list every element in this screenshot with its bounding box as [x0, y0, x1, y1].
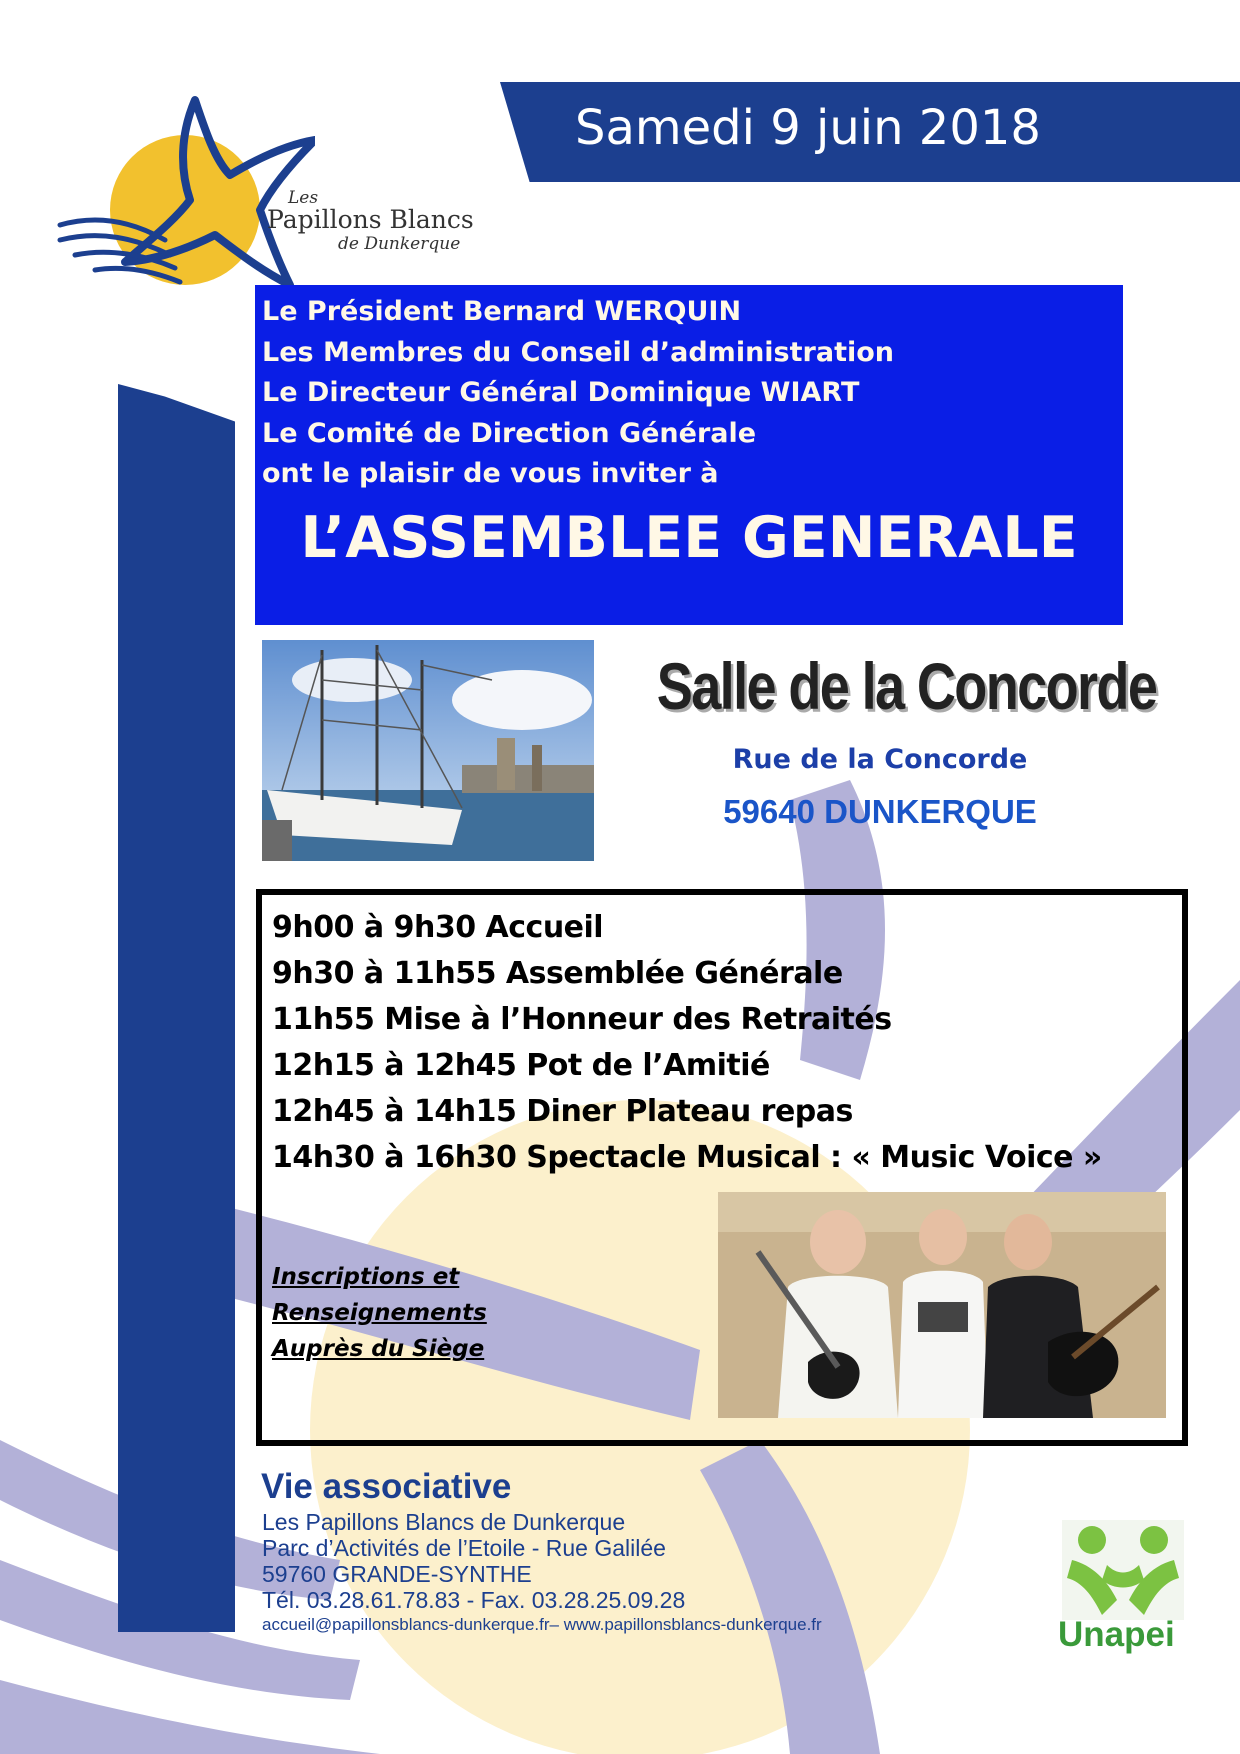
program-item: 12h15 à 12h45 Pot de l’Amitié: [272, 1048, 770, 1083]
program-item: 12h45 à 14h15 Diner Plateau repas: [272, 1094, 853, 1129]
registration-info-line: Inscriptions et: [272, 1264, 460, 1290]
invitation-line: Les Membres du Conseil d’administration: [262, 337, 894, 368]
tall-ship-photo: [262, 640, 594, 861]
left-accent-bar: [118, 384, 235, 1632]
invitation-line: ont le plaisir de vous inviter à: [262, 458, 719, 489]
footer-contact-links[interactable]: accueil@papillonsblancs-dunkerque.fr– www.papillonsblancs-dunkerque.fr: [262, 1615, 822, 1634]
footer-phone-fax: Tél. 03.28.61.78.83 - Fax. 03.28.25.09.28: [262, 1587, 686, 1613]
footer-address-line: 59760 GRANDE-SYNTHE: [262, 1561, 532, 1587]
registration-info-line: Auprès du Siège: [272, 1336, 485, 1362]
invitation-box: [255, 285, 1123, 625]
registration-info-line: Renseignements: [272, 1300, 487, 1326]
program-item: 9h30 à 11h55 Assemblée Générale: [272, 956, 843, 991]
venue-street: Rue de la Concorde: [732, 744, 1028, 775]
event-date: Samedi 9 juin 2018: [575, 100, 1041, 156]
program-item: 14h30 à 16h30 Spectacle Musical : « Music Voice »: [272, 1140, 1102, 1175]
invitation-line: Le Directeur Général Dominique WIART: [262, 377, 860, 408]
logo-text-de-dunkerque: de Dunkerque: [338, 234, 461, 254]
unapei-logo-text: Unapei: [1058, 1615, 1175, 1654]
footer-address-line: Parc d’Activités de l’Etoile - Rue Galilée: [262, 1535, 666, 1561]
papillons-blancs-logo: [55, 90, 315, 290]
unapei-people-icon: [1062, 1520, 1184, 1620]
logo-text-les: Les: [288, 188, 319, 208]
invitation-line: Le Comité de Direction Générale: [262, 418, 757, 449]
logo-text-papillons-blancs: Papillons Blancs: [267, 205, 474, 234]
venue-city: 59640 DUNKERQUE: [723, 793, 1037, 830]
footer-title: Vie associative: [261, 1467, 512, 1506]
program-item: 11h55 Mise à l’Honneur des Retraités: [272, 1002, 892, 1037]
venue-name: Salle de la Concorde: [656, 649, 1157, 723]
invitation-line: Le Président Bernard WERQUIN: [262, 296, 742, 327]
music-voice-band-photo: [718, 1192, 1166, 1418]
assembly-title: L’ASSEMBLEE GENERALE: [300, 505, 1078, 571]
program-item: 9h00 à 9h30 Accueil: [272, 910, 604, 945]
footer-address-line: Les Papillons Blancs de Dunkerque: [262, 1509, 626, 1535]
